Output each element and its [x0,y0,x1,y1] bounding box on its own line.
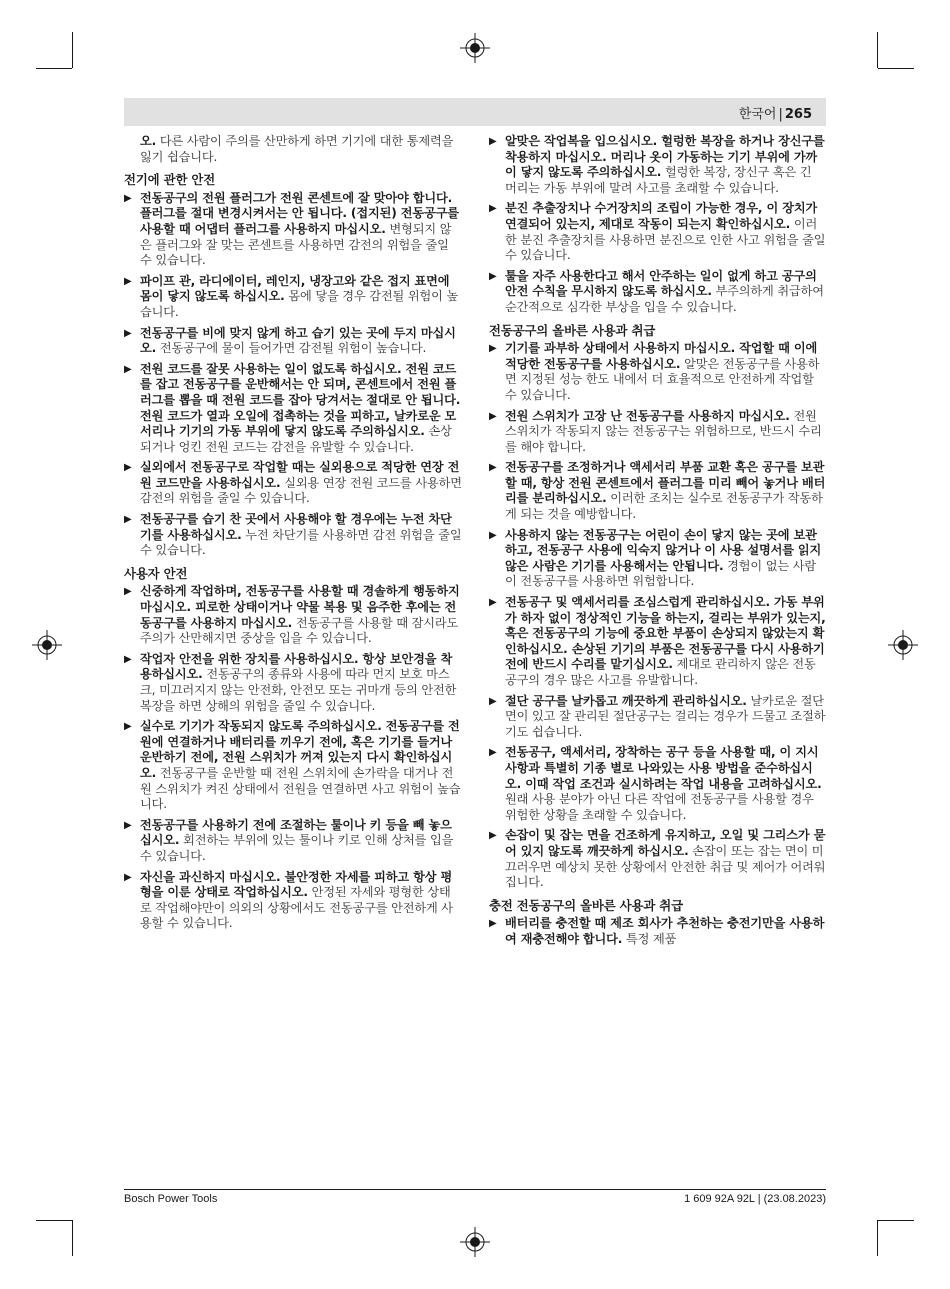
crop-mark-bottom-left-v [72,1220,73,1256]
crop-mark-top-right-v [877,32,878,68]
instruction-bold-text: 전원 코드를 잘못 사용하는 일이 없도록 하십시오. 전원 코드를 잡고 전동공구를 운반해서는 안 되며, 콘센트에서 전원 플러그를 뽑을 때 전원 코드를 잡아 당겨서는 절대로 안 됩니다. 전원 코드가 열과 오일에 접촉하는 것을 피하고, 날카로운 모서리나 기기의 가동 부위에 닿지 않도록 주의하십시오. [140,361,461,439]
instruction-explanation-text: 원래 사용 분야가 아닌 다른 작업에 전동공구를 사용할 경우 위험한 상황을 초래할 수 있습니다. [505,792,814,822]
instruction-explanation-text: 손상되거나 엉킨 전원 코드는 감전을 유발할 수 있습니다. [140,424,452,454]
bullet-arrow-icon: ▶ [124,819,132,831]
safety-instruction-item [124,460,462,507]
safety-instruction-item [489,528,826,590]
bullet-arrow-icon: ▶ [124,871,132,883]
bullet-arrow-icon: ▶ [124,363,132,375]
registration-mark-right-icon [888,630,918,660]
instruction-bold-text: 사용하지 않는 전동공구는 어린이 손이 닿지 않는 곳에 보관하고, 전동공구 사용에 익숙지 않거나 이 사용 설명서를 읽지 않은 사람은 기기를 사용해서는 안됩니다. [505,527,822,573]
crop-mark-bottom-left-h [36,1220,72,1221]
instruction-explanation-text: 손잡이 또는 잡는 면이 미끄러우면 예상치 못한 상황에서 안전한 취급 및 제어가 어려워집니다. [505,843,826,890]
instruction-explanation-text: 변형되지 않은 플러그와 잘 맞는 콘센트를 사용하면 감전의 위험을 줄일 수 있습니다. [140,221,452,268]
bullet-arrow-icon: ▶ [489,136,497,147]
footer-doc-info: 1 609 92A 92L | (23.08.2023) [684,1193,826,1205]
instruction-bold-text: 절단 공구를 날카롭고 깨끗하게 관리하십시오. [505,693,747,708]
instruction-bold-text: 배터리를 충전할 때 제조 회사가 추천하는 충전기만을 사용하여 재충전해야 합니다. [505,916,825,946]
safety-instruction-item [124,512,462,559]
header-separator: | [778,107,783,122]
bullet-arrow-icon: ▶ [489,747,497,759]
safety-instruction-item [489,916,826,947]
page-number: 265 [784,107,812,122]
instruction-bold-text: 전동공구를 조정하거나 액세서리 부품 교환 혹은 공구를 보관할 때, 항상 전원 콘센트에서 플러그를 미리 빼어 놓거나 배터리를 분리하십시오. [505,460,826,506]
instruction-explanation-text: 날카로운 절단면이 있고 잘 관리된 절단공구는 걸리는 경우가 드물고 조절하기도 쉽습니다. [505,693,826,739]
instruction-explanation-text: 부주의하게 취급하여 순간적으로 심각한 부상을 입을 수 있습니다. [505,284,824,314]
bullet-arrow-icon: ▶ [489,203,497,215]
crop-mark-bottom-right-h [878,1220,914,1221]
crop-mark-bottom-right-v [877,1220,878,1256]
registration-mark-left-icon [32,630,62,660]
instruction-explanation-text: 특정 제품 [622,931,677,946]
instruction-explanation-text: 전동공구를 사용할 때 잠시라도 주의가 산만해지면 중상을 입을 수 있습니다. [140,615,459,646]
instruction-bold-text: 기기를 과부하 상태에서 사용하지 마십시오. 작업할 때 이에 적당한 전동공구를 사용하십시오. [505,341,818,371]
registration-mark-top-icon [460,33,490,63]
instruction-bold-text: 손잡이 및 잡는 면을 건조하게 유지하고, 오일 및 그리스가 묻어 있지 않도록 깨끗하게 하십시오. [505,828,826,858]
instruction-bold-text: 전동공구의 전원 플러그가 전원 콘센트에 잘 맞아야 합니다. 플러그를 절대 변경시켜서는 안 됩니다. (접지된) 전동공구를 사용할 때 어댑터 플러그를 사용하지 마십시오. [140,190,459,236]
instruction-explanation-text: 전동공구의 종류와 사용에 따라 먼지 보호 마스크, 미끄러지지 않는 안전화, 안전모 또는 귀마개 등의 안전한 복장을 하면 상해의 위험을 줄일 수 있습니다. [140,667,457,713]
crop-mark-top-left-v [72,32,73,68]
instruction-explanation-text: 제대로 관리하지 않은 전동공구의 경우 많은 사고를 유발합니다. [505,657,816,687]
registration-mark-bottom-icon [460,1227,490,1257]
instruction-explanation-text: 이러한 분진 추출장치를 사용하면 분진으로 인한 사고 위험을 줄일 수 있습니다. [505,216,826,263]
bullet-arrow-icon: ▶ [124,327,132,339]
safety-instruction-item [489,269,826,316]
bullet-arrow-icon: ▶ [489,918,497,930]
instruction-bold-text: 오. [140,134,157,148]
instruction-bold-text: 신중하게 작업하며, 전동공구를 사용할 때 경솔하게 행동하지 마십시오. 피로한 상태이거나 약물 복용 및 음주한 후에는 전동공구를 사용하지 마십시오. [140,584,460,630]
bullet-arrow-icon: ▶ [124,192,132,204]
header-language: 한국어 [738,107,777,122]
instruction-bold-text: 전동공구를 사용하기 전에 조절하는 툴이나 키 등을 빼 놓으십시오. [140,817,452,848]
instruction-bold-text: 실수로 기기가 작동되지 않도록 주의하십시오. 전동공구를 전원에 연결하거나 배터리를 끼우기 전에, 혹은 기기를 들거나 운반하기 전에, 전원 스위치가 꺼져 있는지 다시 확인하십시오. [140,719,460,780]
safety-instruction-item [489,341,826,403]
instruction-bold-text: 작업자 안전을 위한 장치를 사용하십시오. 항상 보안경을 착용하십시오. [140,651,453,682]
section-heading: 충전 전동공구의 올바른 사용과 취급 [489,897,683,913]
instruction-explanation-text: 전동공구를 운반할 때 전원 스위치에 손가락을 대거나 전원 스위치가 켜진 상태에서 전원을 연결하면 사고 위험이 높습니다. [140,765,461,812]
safety-instruction-item [124,584,462,646]
bullet-arrow-icon: ▶ [489,830,497,842]
bullet-arrow-icon: ▶ [124,275,132,287]
instruction-bold-text: 파이프 관, 라디에이터, 레인지, 냉장고와 같은 접지 표면에 몸이 닿지 않도록 하십시오. [140,273,450,304]
instruction-explanation-text: 헐렁한 복장, 장신구 혹은 긴 머리는 가동 부위에 말려 사고를 초래할 수 있습니다. [505,165,812,195]
bullet-arrow-icon: ▶ [124,586,132,598]
instruction-bold-text: 툴을 자주 사용한다고 해서 안주하는 일이 없게 하고 공구의 안전 수칙을 무시하지 않도록 하십시오. [505,268,817,299]
footer-brand: Bosch Power Tools [124,1193,218,1205]
instruction-explanation-text: 전원 스위치가 작동되지 않는 전동공구는 위험하므로, 반드시 수리를 해야 합니다. [505,408,822,454]
section-heading: 전동공구의 올바른 사용과 취급 [489,322,656,338]
safety-instruction-item [489,409,826,456]
instruction-bold-text: 전원 스위치가 고장 난 전동공구를 사용하지 마십시오. [505,408,790,423]
instruction-bold-text: 전동공구를 비에 맞지 않게 하고 습기 있는 곳에 두지 마십시오. [140,325,456,356]
bullet-arrow-icon: ▶ [489,343,497,355]
safety-instruction-item [124,362,462,456]
bullet-arrow-icon: ▶ [489,270,497,282]
bullet-arrow-icon: ▶ [124,653,132,665]
page-header [124,98,826,126]
instruction-explanation-text: 누전 차단기를 사용하면 감전 위험을 줄일 수 있습니다. [140,527,462,558]
instruction-bold-text: 분진 추출장치나 수거장치의 조립이 가능한 경우, 이 장치가 연결되어 있는지, 제대로 작동이 되는지 확인하십시오. [505,201,818,231]
bullet-arrow-icon: ▶ [489,529,497,541]
instruction-bold-text: 자신을 과신하지 마십시오. 불안정한 자세를 피하고 항상 평형을 이룬 상태로 작업하십시오. [140,869,453,900]
instruction-explanation-text: 안정된 자세와 평형한 상태로 작업해야만이 의외의 상황에서도 전동공구를 안전하게 사용할 수 있습니다. [140,885,453,931]
safety-instruction-item [124,818,462,865]
safety-instruction-item [124,274,462,321]
bullet-arrow-icon: ▶ [489,462,497,474]
crop-mark-top-right-h [878,68,914,69]
safety-instruction-item [489,828,826,890]
safety-instruction-item [489,201,826,263]
instruction-bold-text: 전동공구를 습기 찬 곳에서 사용해야 할 경우에는 누전 차단기를 사용하십시오. [140,512,452,542]
instruction-bold-text: 전동공구, 액세서리, 장착하는 공구 등을 사용할 때, 이 지시 사항과 특별히 기종 별로 나와있는 사용 방법을 준수하십시오. 이때 작업 조건과 실시하려는 작업 내용을 고려하십시오. [505,745,822,791]
safety-instruction-item [124,870,462,932]
crop-mark-top-left-h [36,68,72,69]
safety-instruction-item [124,652,462,714]
instruction-explanation-text: 몸에 닿을 경우 감전될 위험이 높습니다. [140,289,459,319]
footer-rule [124,1189,826,1190]
section-heading: 사용자 안전 [124,565,188,581]
instruction-explanation-text: 알맞은 전동공구를 사용하면 지정된 성능 한도 내에서 더 효율적으로 안전하게 작업할 수 있습니다. [505,356,820,402]
paragraph-continuation [124,134,462,165]
safety-instruction-item [489,694,826,741]
instruction-bold-text: 알맞은 작업복을 입으십시오. 헐렁한 복장을 하거나 장신구를 착용하지 마십시오. 머리나 옷이 가동하는 기기 부위에 가까이 닿지 않도록 주의하십시오. [505,134,825,180]
safety-instruction-item [489,745,826,823]
bullet-arrow-icon: ▶ [489,410,497,422]
instruction-bold-text: 실외에서 전동공구로 작업할 때는 실외용으로 적당한 연장 전원 코드만을 사용하십시오. [140,460,460,490]
left-column [124,134,462,937]
bullet-arrow-icon: ▶ [124,514,132,526]
bullet-arrow-icon: ▶ [489,597,497,609]
safety-instruction-item [124,326,462,357]
instruction-explanation-text: 이러한 조치는 실수로 전동공구가 작동하게 되는 것을 예방합니다. [505,491,823,522]
section-heading: 전기에 관한 안전 [124,172,216,188]
right-column [489,134,826,953]
bullet-arrow-icon: ▶ [124,721,132,733]
safety-instruction-item [124,719,462,813]
bullet-arrow-icon: ▶ [489,695,497,707]
safety-instruction-item [124,191,462,269]
instruction-bold-text: 전동공구 및 액세서리를 조심스럽게 관리하십시오. 가동 부위가 하자 없이 정상적인 기능을 하는지, 걸리는 부위가 있는지, 혹은 전동공구의 기능에 중요한 부품이 손상되지 않았는지 확인하십시오. 손상된 기기의 부품은 전동공구를 다시 사용하기 전에 반드시 수리를 맡기십시오. [505,595,826,672]
bullet-arrow-icon: ▶ [124,462,132,474]
safety-instruction-item [489,460,826,522]
safety-instruction-item [489,134,826,196]
instruction-explanation-text: 회전하는 부위에 있는 툴이나 키로 인해 상처를 입을 수 있습니다. [140,833,454,863]
instruction-explanation-text: 다른 사람이 주의를 산만하게 하면 기기에 대한 통제력을 잃기 쉽습니다. [140,134,454,164]
safety-instruction-item [489,595,826,689]
instruction-explanation-text: 전동공구에 물이 들어가면 감전될 위험이 높습니다. [156,341,427,356]
header-label [739,103,812,122]
instruction-explanation-text: 실외용 연장 전원 코드를 사용하면 감전의 위험을 줄일 수 있습니다. [140,475,462,506]
instruction-explanation-text: 경험이 없는 사람이 전동공구를 사용하면 위험합니다. [505,558,816,589]
